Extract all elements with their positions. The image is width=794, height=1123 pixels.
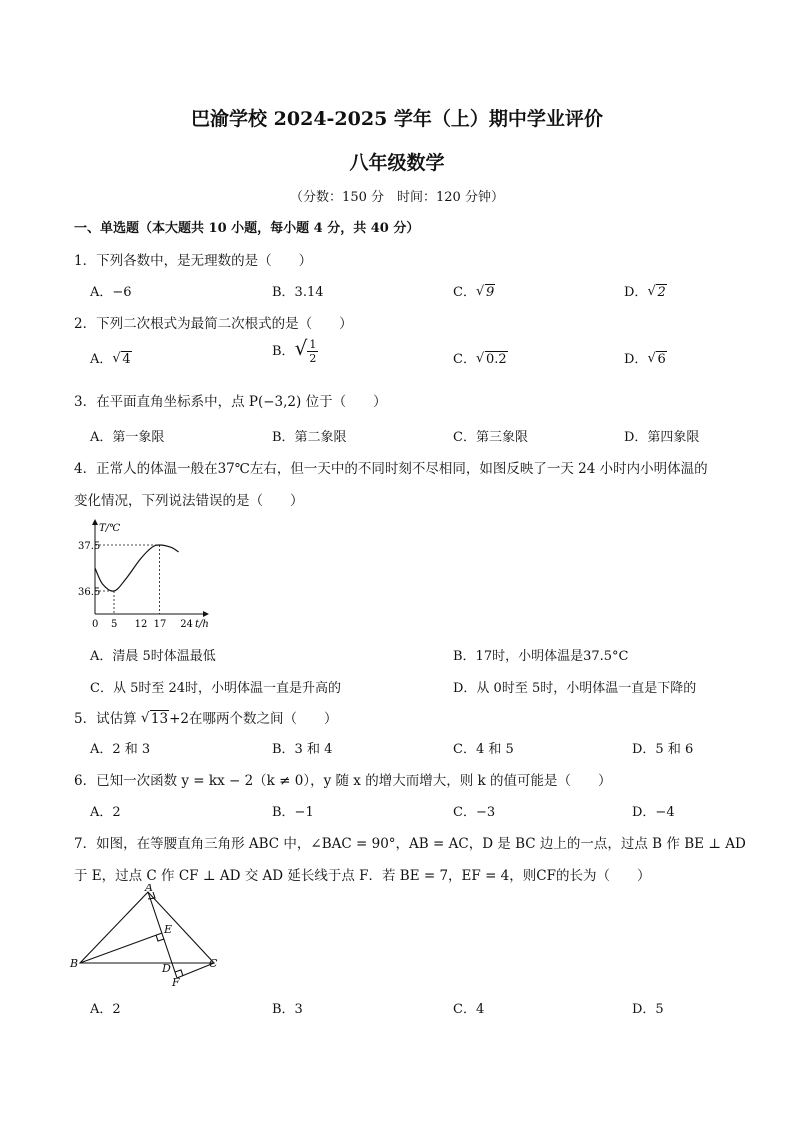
triangle-figure (66, 884, 226, 990)
exam-meta: （分数：150 分 时间：120 分钟） (290, 190, 504, 205)
q4-option-c: C．从 5时至 24时，小明体温一直是升高的 (90, 681, 342, 696)
y-tick-label: 37.5 (78, 541, 101, 552)
q3-option-d: D．第四象限 (624, 430, 700, 445)
q6-option-d: D．−4 (632, 805, 675, 820)
q5-option-c: C．4 和 5 (453, 742, 514, 757)
q2-stem: 2．下列二次根式为最简二次根式的是（ ） (74, 316, 353, 332)
x-tick-label: 24 (180, 619, 193, 630)
q3-option-b: B．第二象限 (272, 430, 347, 445)
q6-option-c: C．−3 (453, 805, 496, 820)
q3-stem: 3．在平面直角坐标系中，点 P(−3,2) 位于（ ） (74, 394, 387, 410)
temperature-curve (95, 545, 179, 591)
q2-option-c: C．√ 0.2 (453, 348, 508, 367)
q7-option-a: A．2 (90, 1002, 121, 1017)
q7-option-c: C．4 (453, 1002, 485, 1017)
q1-stem: 1．下列各数中，是无理数的是（ ） (74, 253, 313, 269)
y-tick-label: 36.5 (78, 587, 101, 598)
q4-option-b: B．17时，小明体温是37.5°C (453, 649, 629, 664)
q1-option-d: D．√ 2 (624, 281, 667, 300)
section-heading: 一、单选题（本大题共 10 小题，每小题 4 分，共 40 分） (74, 221, 420, 236)
point-b-label: B (70, 957, 79, 970)
q5-option-d: D．5 和 6 (632, 742, 694, 757)
temperature-chart (78, 516, 218, 632)
q6-stem: 6．已知一次函数 y = kx − 2（k ≠ 0），y 随 x 的增大而增大，则 k 的值可能是（ ） (74, 773, 612, 789)
q4-stem-line2: 变化情况，下列说法错误的是（ ） (74, 493, 304, 509)
exam-subject: 八年级数学 (349, 152, 445, 174)
exam-title: 巴渝学校 2024-2025 学年（上）期中学业评价 (191, 108, 603, 130)
line-be (80, 933, 162, 963)
x-tick-label: 17 (153, 619, 167, 630)
q7-option-b: B．3 (272, 1002, 303, 1017)
q2-option-a: A．√ 4 (90, 348, 132, 367)
point-f-label: F (172, 976, 180, 989)
point-e-label: E (164, 923, 173, 936)
q1-option-a: A．−6 (90, 285, 132, 300)
point-d-label: D (162, 962, 171, 975)
x-tick-label: 5 (111, 619, 118, 630)
q3-option-c: C．第三象限 (453, 430, 528, 445)
q5-option-b: B．3 和 4 (272, 742, 333, 757)
x-axis-label: t/h (195, 619, 209, 630)
q7-stem-line1: 7．如图，在等腰直角三角形 ABC 中，∠BAC = 90°，AB = AC，D 是 BC 边上的一点，过点 B 作 BE ⊥ AD (74, 836, 746, 852)
q4-option-a: A．清晨 5时体温最低 (90, 649, 216, 664)
triangle-abc (80, 892, 214, 963)
point-a-label: A (145, 884, 153, 894)
q6-option-b: B．−1 (272, 805, 314, 820)
q6-option-a: A．2 (90, 805, 121, 820)
q2-option-b: B．√ $\frac{1}{2}$ (272, 336, 317, 365)
point-c-label: C (209, 957, 218, 970)
q7-stem-line2: 于 E，过点 C 作 CF ⊥ AD 交 AD 延长线于点 F．若 BE = 7，EF = 4，则CF的长为（ ） (74, 868, 651, 884)
q2-option-d: D．√ 6 (624, 348, 667, 367)
q7-option-d: D．5 (632, 1002, 664, 1017)
q1-option-b: B．3.14 (272, 285, 324, 300)
x-tick-label: 12 (134, 619, 148, 630)
q5-option-a: A．2 和 3 (90, 742, 151, 757)
q4-option-d: D．从 0时至 5时，小明体温一直是下降的 (453, 681, 697, 696)
x-tick-label: 0 (92, 619, 99, 630)
y-axis-label: T/℃ (99, 523, 121, 534)
q4-stem-line1: 4．正常人的体温一般在37℃左右，但一天中的不同时刻不尽相同，如图反映了一天 24 小时内小明体温的 (74, 461, 708, 477)
q3-option-a: A．第一象限 (90, 430, 165, 445)
q5-stem: 5．试估算 √ 13+2在哪两个数之间（ ） (74, 707, 337, 727)
q1-option-c: C．√ 9 (453, 281, 495, 300)
